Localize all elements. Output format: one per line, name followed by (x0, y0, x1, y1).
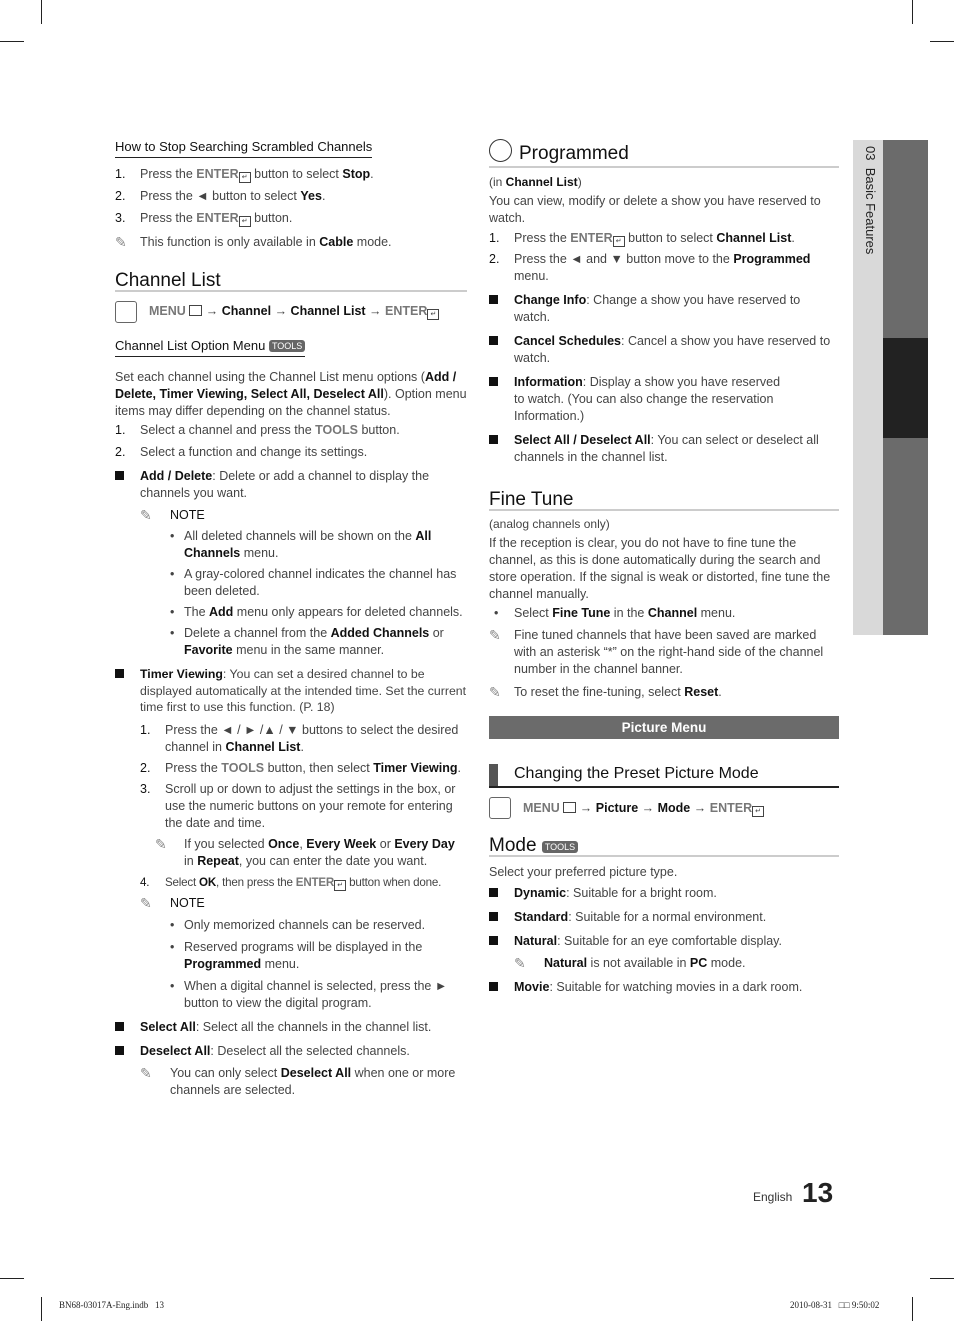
note-pencil-icon: ✎ (489, 684, 501, 700)
footer-language: English (753, 1190, 793, 1204)
note-pencil-icon: ✎ (115, 234, 127, 250)
right-column (489, 137, 839, 996)
note-bullet: • All deleted channels will be shown on the All Channels menu. (170, 529, 432, 560)
fine-note: ✎ To reset the fine-tuning, select Reset. (489, 684, 722, 700)
scrambled-step: 3. Press the ENTER ↵ button. (115, 211, 293, 225)
tools-badge: TOOLS (542, 841, 578, 853)
mode-item: Standard: Suitable for a normal environment. (489, 909, 839, 933)
tools-badge: TOOLS (269, 340, 305, 352)
square-bullet-icon (489, 295, 498, 304)
heading-marker (489, 764, 498, 786)
prog-step: 2. Press the ◄ and ▼ button move to the Programmed menu. (489, 252, 811, 283)
enter-icon: ↵ (427, 309, 439, 320)
timer-step: 3. Scroll up or down to adjust the settings in the box, or use the numeric buttons on your remote for entering the date and time. (140, 781, 456, 830)
footer-date: 2010-08-31 □□ 9:50:02 (790, 1300, 880, 1310)
timer-step: 2. Press the TOOLS button, then select Timer Viewing. (140, 760, 462, 775)
natural-note: ✎ Natural is not available in PC mode. (514, 955, 746, 971)
deselect-all-item: Deselect All: Deselect all the selected channels. (115, 1043, 467, 1065)
side-tab-active (883, 338, 928, 438)
note-bullet: • Only memorized channels can be reserved. (170, 917, 426, 932)
prog-item: Select All / Deselect All: You can select or deselect all channels in the channel list. (489, 432, 839, 466)
square-bullet-icon (489, 336, 498, 345)
programmed-intro: You can view, modify or delete a show you have reserved to watch. (489, 194, 821, 225)
option-menu-title: Channel List Option Menu TOOLS (115, 337, 305, 357)
prog-item: Information: Display a show you have reserved to watch. (You can also change the reservation Information.) (489, 374, 839, 425)
intro-paragraph: Set each channel using the Channel List menu options (Add / Delete, Timer Viewing, Select All, Deselect All). Option menu items may differ depending on the channel status. (115, 370, 467, 418)
note-pencil-icon: ✎ (155, 835, 167, 852)
square-bullet-icon (489, 912, 498, 921)
note-bullet: • Delete a channel from the Added Channels or Favorite menu in the same manner. (170, 626, 444, 657)
side-tab-gray-bottom (883, 438, 928, 635)
picture-menu-path: MENU → Picture → Mode → ENTER ↵ (489, 797, 839, 821)
enter-icon: ↵ (239, 216, 251, 227)
square-bullet-icon (489, 936, 498, 945)
note-pencil-icon: ✎ (140, 507, 152, 523)
note-bullet: • Reserved programs will be displayed in the Programmed menu. (170, 939, 423, 971)
timer-step: 1. Press the ◄ / ► /▲ / ▼ buttons to select the desired channel in Channel List. (140, 722, 459, 754)
square-bullet-icon (489, 982, 498, 991)
clock-icon (489, 139, 512, 162)
scrambled-title: How to Stop Searching Scrambled Channels (115, 138, 372, 158)
channel-list-heading: Channel List (115, 272, 467, 292)
note-pencil-icon: ✎ (140, 894, 152, 911)
step: 2. Select a function and change its settings. (115, 445, 368, 459)
menu-hand-icon (489, 797, 511, 819)
analog-only: (analog channels only) (489, 517, 610, 531)
note-bullet: • A gray-colored channel indicates the channel has been deleted. (170, 567, 457, 598)
menu-icon (563, 802, 576, 813)
timer-step: 4. Select OK, then press the ENTER ↵ button when done. (140, 875, 442, 889)
menu-hand-icon (115, 301, 137, 323)
programmed-heading: Programmed (489, 137, 839, 168)
mode-item: Dynamic: Suitable for a bright room. (489, 885, 839, 909)
channel-menu-path: MENU → Channel → Channel List → ENTER ↵ (115, 301, 467, 325)
note-pencil-icon: ✎ (514, 955, 526, 971)
mode-intro: Select your preferred picture type. (489, 865, 678, 879)
step: 1. Select a channel and press the TOOLS button. (115, 423, 400, 437)
enter-icon: ↵ (239, 172, 251, 183)
timer-viewing-item: Timer Viewing: You can set a desired channel to be displayed automatically at the intended time. Set the current time first to use this function. (P. 18) (115, 666, 467, 716)
prog-item: Change Info: Change a show you have reserved to watch. (489, 292, 839, 326)
scrambled-step: 1. Press the ENTER ↵ button to select Stop. (115, 167, 374, 181)
scrambled-note: ✎ This function is only available in Cable mode. (115, 234, 392, 250)
fine-tune-heading: Fine Tune (489, 491, 839, 511)
side-tab-gray-top (883, 140, 928, 338)
footer-file: BN68-03017A-Eng.indb 13 (59, 1300, 164, 1310)
enter-icon: ↵ (752, 806, 764, 817)
note-bullet: • The Add menu only appears for deleted channels. (170, 605, 463, 619)
fine-intro: If the reception is clear, you do not have to fine tune the channel, as this is done automatically during the search and store operation. If the signal is weak or distorted, fine tune the channel manually. (489, 536, 831, 601)
deselect-note: ✎ You can only select Deselect All when one or more channels are selected. (140, 1064, 456, 1097)
select-all-item: Select All: Select all the channels in the channel list. (115, 1019, 467, 1043)
in-channel-list: (in Channel List) (489, 175, 582, 189)
left-column (115, 138, 467, 1099)
square-bullet-icon (115, 1046, 124, 1055)
mode-item: Movie: Suitable for watching movies in a dark room. (489, 979, 839, 996)
enter-icon: ↵ (613, 236, 625, 247)
square-bullet-icon (115, 1022, 124, 1031)
note-pencil-icon: ✎ (140, 1064, 152, 1081)
preset-heading: Changing the Preset Picture Mode (489, 764, 839, 788)
square-bullet-icon (489, 377, 498, 386)
enter-icon: ↵ (334, 880, 346, 891)
prog-step: 1. Press the ENTER ↵ button to select Channel List. (489, 231, 795, 245)
side-tab-label: 03 Basic Features (863, 146, 878, 255)
note-pencil-icon: ✎ (489, 627, 501, 643)
note-label: ✎ NOTE (140, 507, 205, 523)
note-bullet: • When a digital channel is selected, press the ► button to view the digital program. (170, 978, 448, 1010)
add-delete-item: Add / Delete: Delete or add a channel to display the channels you want. (115, 468, 467, 502)
prog-item: Cancel Schedules: Cancel a show you have reserved to watch. (489, 333, 839, 367)
fine-bullet: • Select Fine Tune in the Channel menu. (494, 606, 736, 620)
mode-heading: Mode TOOLS (489, 837, 839, 857)
square-bullet-icon (489, 888, 498, 897)
menu-icon (189, 305, 202, 316)
square-bullet-icon (115, 471, 124, 480)
fine-note: ✎ Fine tuned channels that have been saved are marked with an asterisk “*” on the right-hand side of the channel number in the channel banner. (489, 627, 824, 676)
scrambled-step: 2. Press the ◄ button to select Yes. (115, 189, 326, 203)
square-bullet-icon (489, 435, 498, 444)
page-number: 13 (802, 1177, 834, 1208)
square-bullet-icon (115, 669, 124, 678)
note-label: ✎ NOTE (140, 894, 205, 911)
mode-item: Natural: Suitable for an eye comfortable display. (489, 933, 839, 955)
timer-step3-note: ✎ If you selected Once, Every Week or Every Day in Repeat, you can enter the date you want. (155, 835, 455, 868)
picture-menu-banner: Picture Menu (489, 716, 839, 739)
